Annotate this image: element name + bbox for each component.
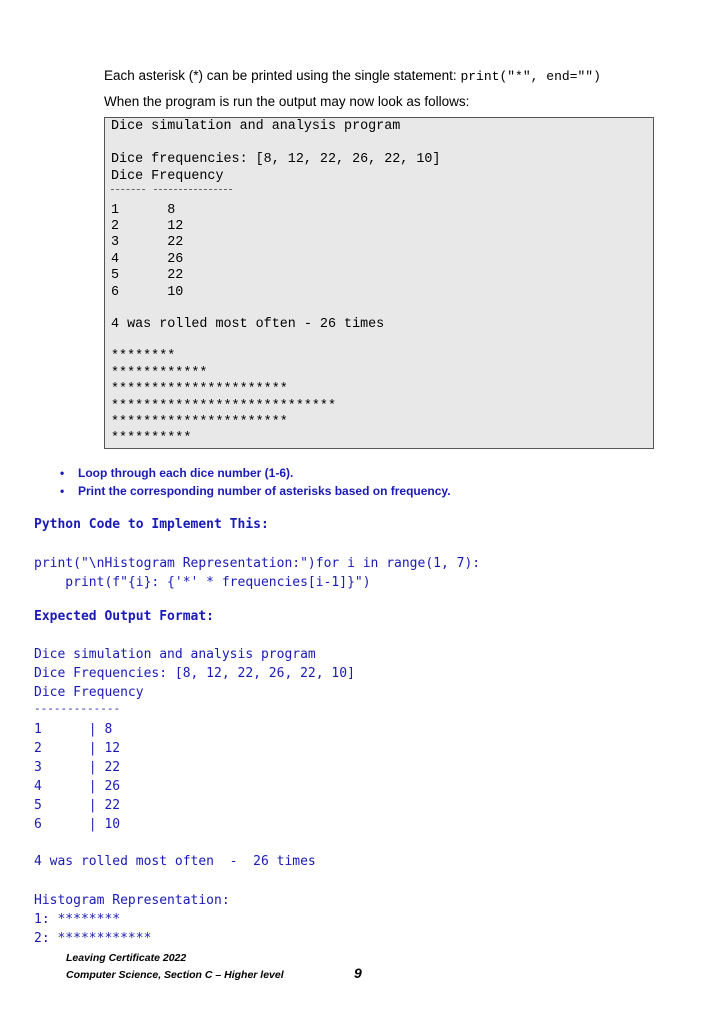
expected-line: 1 | 8 <box>34 722 113 737</box>
expected-line: Dice simulation and analysis program <box>34 647 316 662</box>
output-line: 4 26 <box>111 252 184 267</box>
output-line: Dice Frequency <box>111 169 224 184</box>
bullet-icon: • <box>60 483 65 498</box>
footer-exam-title: Leaving Certificate 2022 <box>66 952 187 964</box>
output-line: ********************** <box>111 382 288 397</box>
python-code-heading: Python Code to Implement This: <box>34 517 269 532</box>
program-output-box <box>104 117 654 449</box>
expected-line: Dice Frequencies: [8, 12, 22, 26, 22, 10] <box>34 666 355 681</box>
expected-line: 5 | 22 <box>34 798 121 813</box>
bullet-icon: • <box>60 466 65 480</box>
output-line: 5 22 <box>111 268 184 283</box>
output-line: 3 22 <box>111 235 184 250</box>
output-line: 2 12 <box>111 219 184 234</box>
dashed-rule <box>111 189 145 190</box>
output-line: ******** <box>111 349 176 364</box>
code-line: print(f"{i}: {'*' * frequencies[i-1]}") <box>34 575 371 590</box>
intro-inline-code: print("*", end="") <box>460 69 601 84</box>
output-line: 6 10 <box>111 285 184 300</box>
expected-line: 3 | 22 <box>34 760 121 775</box>
expected-line: Dice Frequency <box>34 685 144 700</box>
footer-section-title: Computer Science, Section C – Higher level <box>66 969 284 981</box>
output-line: ************ <box>111 366 208 381</box>
output-line: ********** <box>111 431 192 446</box>
intro-line-1-text: Each asterisk (*) can be printed using the single statement: <box>104 68 461 83</box>
output-line: 1 8 <box>111 203 176 218</box>
page-number: 9 <box>354 965 362 981</box>
output-line: **************************** <box>111 399 336 414</box>
expected-line: 2: ************ <box>34 931 152 946</box>
output-line: Dice frequencies: [8, 12, 22, 26, 22, 10] <box>111 152 441 167</box>
expected-line: 6 | 10 <box>34 817 121 832</box>
expected-line: 2 | 12 <box>34 741 121 756</box>
code-line: print("\nHistogram Representation:")for i in range(1, 7): <box>34 556 481 571</box>
output-line: ********************** <box>111 415 288 430</box>
output-line: 4 was rolled most often - 26 times <box>111 317 385 332</box>
expected-line: Histogram Representation: <box>34 893 230 908</box>
expected-output-heading: Expected Output Format: <box>34 609 215 624</box>
expected-line: 4 was rolled most often - 26 times <box>34 854 316 869</box>
output-line: Dice simulation and analysis program <box>111 119 401 134</box>
intro-line-2: When the program is run the output may now look as follows: <box>104 94 470 109</box>
intro-line-1 <box>104 67 601 86</box>
dashed-rule <box>154 189 232 190</box>
expected-line: ------------- <box>34 702 121 715</box>
expected-line: 4 | 26 <box>34 779 121 794</box>
expected-line: 1: ******** <box>34 912 121 927</box>
